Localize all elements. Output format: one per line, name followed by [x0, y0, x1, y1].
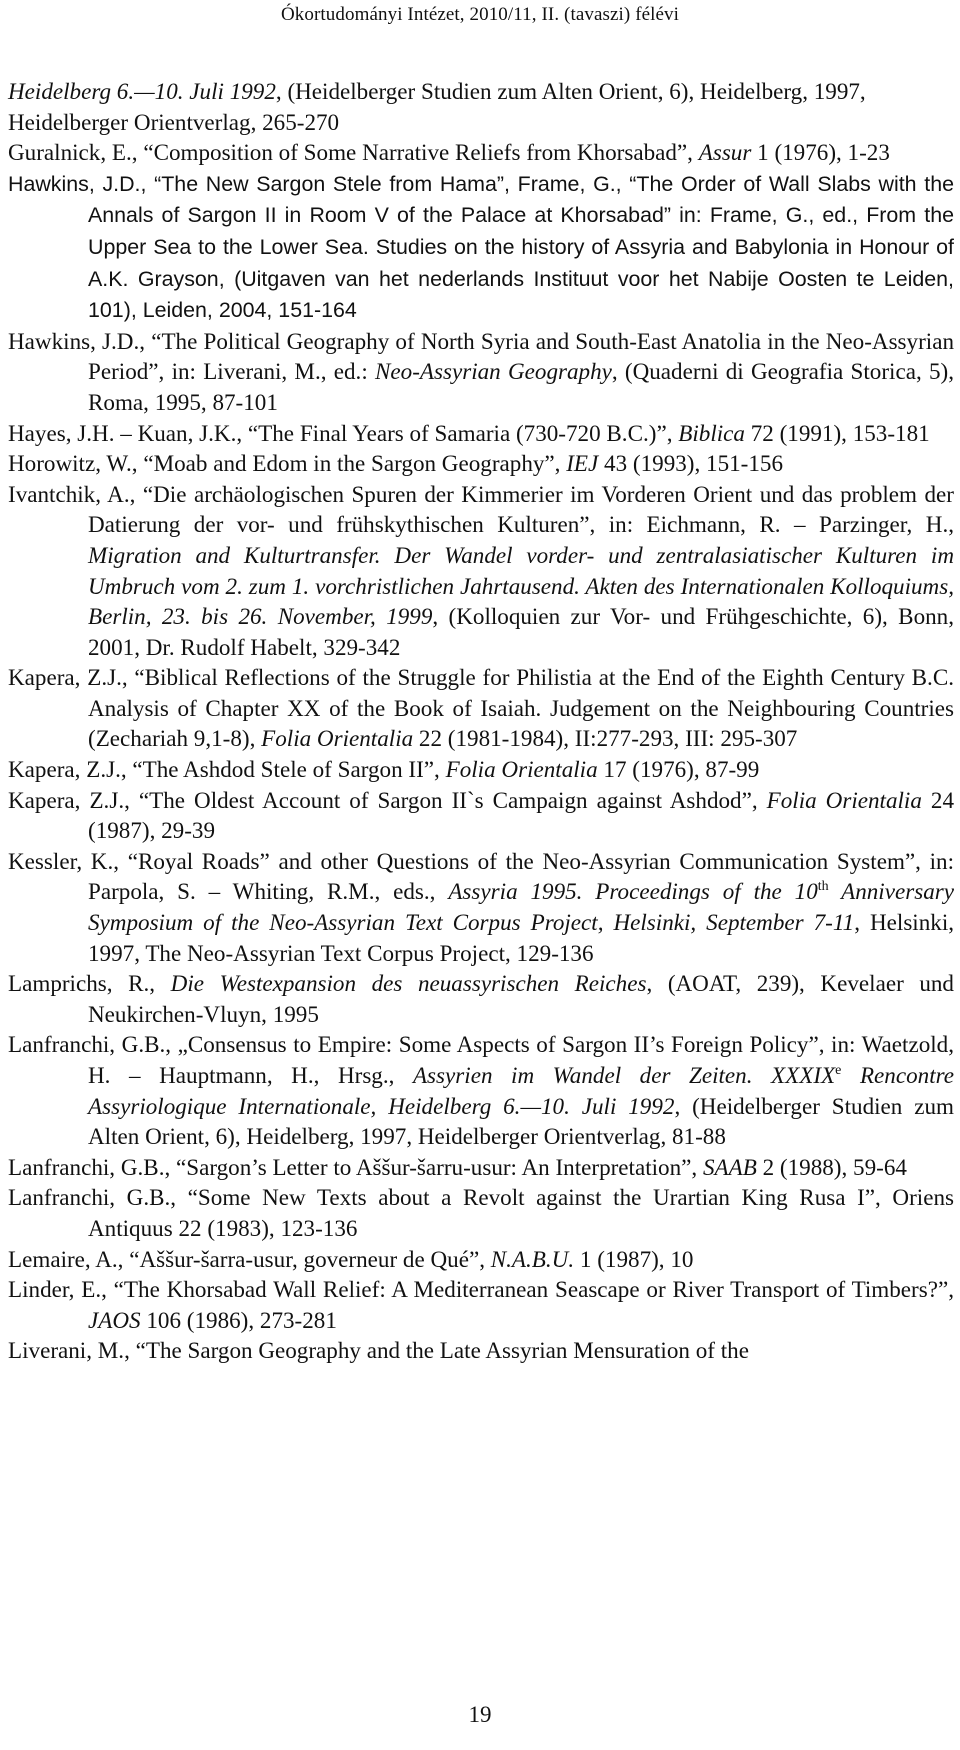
entry-italic: Assur: [698, 139, 752, 166]
entry-text: , (Quaderni di Geografia Storica, 5), Roma, 1995, 87-101: [88, 358, 954, 415]
entry-italic: Neo-Assyrian Geography: [375, 358, 612, 385]
bibliography-entry: [8, 785, 954, 846]
entry-italic: Assyria 1995. Proceedings of the 10: [448, 878, 818, 905]
entry-italic: Heidelberg 6.—10. Juli 1992: [8, 78, 276, 104]
entry-text: 24 (1987), 29-39: [88, 786, 954, 844]
entry-italic: Assyrien im Wandel der Zeiten. XXXIX: [412, 1062, 836, 1088]
entry-italic: Migration and Kulturtransfer. Der Wandel vorder- und zentralasiatischer Kulturen im Umbruch vom 2. zum 1. vorchristlichen Jahrtausend. Akten des Internationalen Kolloquiums, Berlin, 23. bis 26. November, 1999: [88, 541, 954, 630]
bibliography-entry: [8, 1274, 954, 1335]
entry-text: 72 (1991), 153-181: [744, 419, 930, 446]
bibliography-entry: [8, 662, 954, 754]
running-header: Ókortudományi Intézet, 2010/11, II. (tavaszi) félévi: [280, 4, 680, 25]
entry-text: 43 (1993), 151-156: [598, 450, 784, 477]
bibliography-entry: [8, 754, 954, 785]
entry-italic: Rencontre Assyriologique Internationale, Heidelberg 6.—10. Juli 1992: [88, 1062, 954, 1119]
bibliography-entry: [8, 1182, 954, 1243]
entry-text: Kapera, Z.J., “The Oldest Account of Sargon II`s Campaign against Ashdod”,: [8, 786, 767, 813]
entry-text: Lemaire, A., “Aššur-šarra-usur, governeur de Qué”,: [8, 1245, 491, 1272]
entry-text: , (Kolloquien zur Vor- und Frühgeschichte, 6), Bonn, 2001, Dr. Rudolf Habelt, 329-342: [88, 603, 954, 660]
entry-text: Ivantchik, A., “Die archäologischen Spuren der Kimmerier im Vorderen Orient und das problem der Datierung der vor- und frühskythischen Kulturen”, in: Eichmann, R. – Parzinger, H.,: [8, 480, 954, 538]
entry-text: Liverani, M., “The Sargon Geography and the Late Assyrian Mensuration of the: [8, 1337, 749, 1364]
entry-text: Kessler, K., “Royal Roads” and other Questions of the Neo-Assyrian Communication System”, in: Parpola, S. – Whiting, R.M., eds.,: [8, 847, 954, 905]
entry-text: , (AOAT, 239), Kevelaer und Neukirchen-Vluyn, 1995: [88, 970, 954, 1027]
entry-text: Lanfranchi, G.B., “Some New Texts about a Revolt against the Urartian King Rusa I”, Oriens Antiquus 22 (1983), 123-136: [8, 1184, 954, 1241]
bibliography-entry: [8, 168, 954, 326]
entry-text: , (Heidelberger Studien zum Alten Orient, 6), Heidelberg, 1997, Heidelberger Orientverlag, 81-88: [88, 1092, 954, 1150]
entry-text: Horowitz, W., “Moab and Edom in the Sargon Geography”,: [8, 450, 567, 477]
entry-text: 17 (1976), 87-99: [597, 756, 760, 783]
entry-text: Hawkins, J.D., “The Political Geography of North Syria and South-East Anatolia in the Neo-Assyrian Period”, in: Liverani, M., ed.:: [8, 327, 954, 385]
page-number: 19: [468, 1702, 492, 1727]
entry-italic: Folia Orientalia: [261, 725, 414, 752]
entry-text: Lamprichs, R.,: [8, 970, 171, 997]
bibliography-entry: [8, 1029, 954, 1151]
entry-text: 1 (1976), 1-23: [751, 139, 890, 166]
entry-italic: Die Westexpansion des neuassyrischen Reiches: [170, 970, 647, 997]
entry-text: , (Heidelberger Studien zum Alten Orient, 6), Heidelberg, 1997, Heidelberger Orientverlag, 265-270: [8, 78, 866, 135]
entry-superscript: th: [817, 879, 829, 895]
bibliography-entry: [8, 448, 954, 479]
entry-italic: IEJ: [566, 450, 599, 477]
entry-italic: JAOS: [88, 1306, 141, 1333]
bibliography-entry: [8, 1244, 954, 1275]
entry-italic: Folia Orientalia: [445, 756, 598, 783]
bibliography-entry: [8, 1152, 954, 1183]
bibliography-entry: [8, 137, 954, 168]
entry-superscript: e: [835, 1063, 842, 1078]
bibliography-entry: [8, 1335, 954, 1366]
entry-italic: SAAB: [702, 1153, 757, 1180]
entry-text: 2 (1988), 59-64: [756, 1153, 907, 1180]
entry-text: Linder, E., “The Khorsabad Wall Relief: A Mediterranean Seascape or River Transport of Timbers?”,: [8, 1276, 954, 1303]
entry-italic: Folia Orientalia: [766, 786, 922, 813]
entry-text: Kapera, Z.J., “Biblical Reflections of the Struggle for Philistia at the End of the Eighth Century B.C. Analysis of Chapter XX of the Book of Isaiah. Judgement on the Neighbouring Countries (Zechariah 9,1-8),: [8, 664, 954, 752]
bibliography-entry: [8, 846, 954, 968]
entry-text: Kapera, Z.J., “The Ashdod Stele of Sargon II”,: [8, 756, 446, 783]
bibliography-entry: [8, 76, 954, 137]
entry-text: Lanfranchi, G.B., „Consensus to Empire: Some Aspects of Sargon II’s Foreign Policy”, in: Waetzold, H. – Hauptmann, H., Hrsg.,: [8, 1031, 954, 1088]
entry-text: 106 (1986), 273-281: [140, 1306, 337, 1333]
entry-italic: N.A.B.U.: [490, 1245, 575, 1272]
entry-text: 22 (1981-1984), II:277-293, III: 295-307: [413, 725, 798, 752]
bibliography-entry: [8, 418, 954, 449]
entry-text: Lanfranchi, G.B., “Sargon’s Letter to Aššur-šarru-usur: An Interpretation”,: [8, 1153, 703, 1180]
entry-italic: Anniversary Symposium of the Neo-Assyrian Text Corpus Project, Helsinki, September 7-11: [88, 878, 954, 936]
entry-text: Guralnick, E., “Composition of Some Narrative Reliefs from Khorsabad”,: [8, 139, 699, 166]
entry-text: 1 (1987), 10: [574, 1245, 694, 1272]
bibliography-entry: [8, 479, 954, 663]
entry-italic: Biblica: [678, 419, 745, 446]
entry-text: Hayes, J.H. – Kuan, J.K., “The Final Years of Samaria (730-720 B.C.)”,: [8, 419, 679, 446]
bibliography-list: [8, 76, 954, 1366]
entry-text: Hawkins, J.D., “The New Sargon Stele from Hama”, Frame, G., “The Order of Wall Slabs with the Annals of Sargon II in Room V of the Palace at Khorsabad” in: Frame, G., ed., From the Upper Sea to the Lower Sea. Studies on the history of Assyria and Babylonia in Honour of A.K. Grayson, (Uitgaven van het nederlands Instituut voor het Nabije Oosten te Leiden, 101), Leiden, 2004, 151-164: [8, 171, 954, 323]
bibliography-entry: [8, 326, 954, 418]
entry-text: , Helsinki, 1997, The Neo-Assyrian Text Corpus Project, 129-136: [88, 909, 955, 966]
bibliography-entry: [8, 968, 954, 1029]
